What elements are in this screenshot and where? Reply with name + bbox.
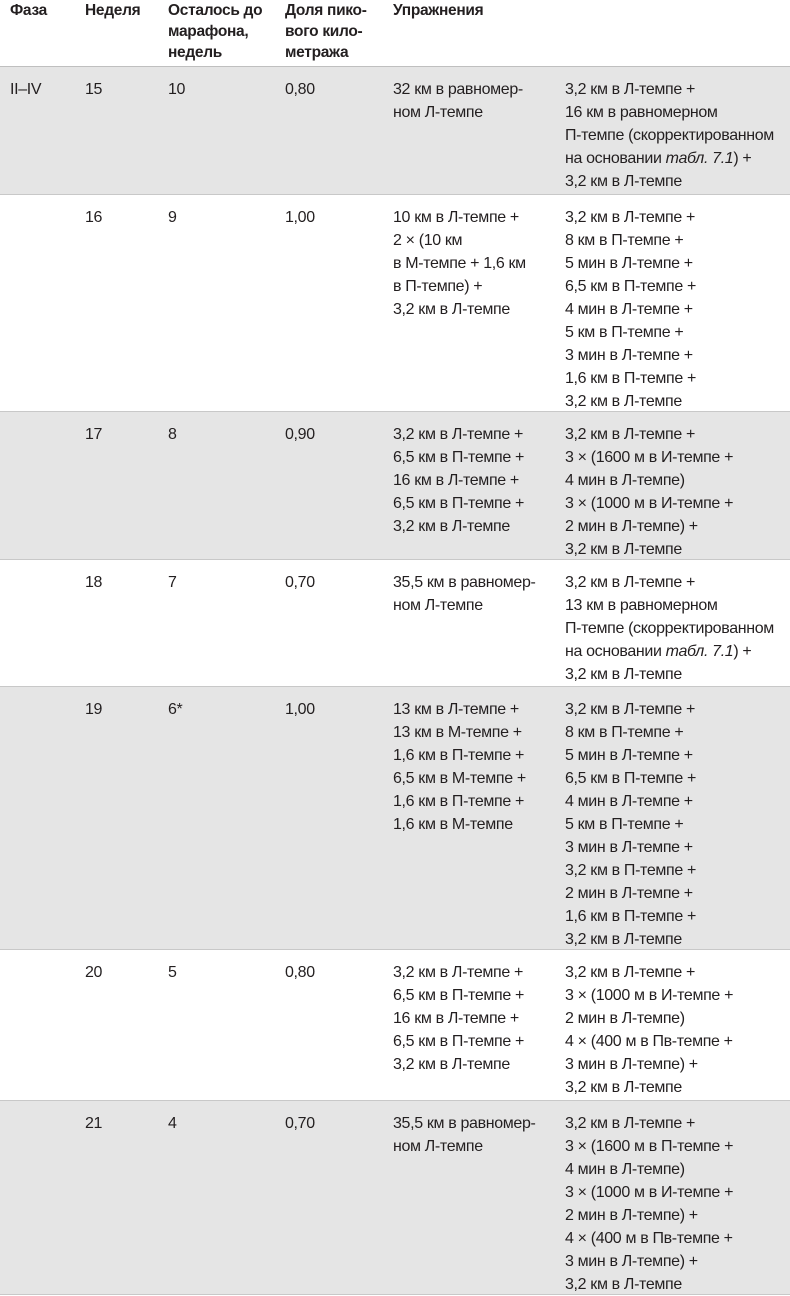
workout-line: 3,2 км в П-темпе +	[565, 862, 697, 879]
table-row	[0, 687, 790, 950]
workout-line: 35,5 км в равномер-	[393, 1115, 536, 1132]
cell-week: 19	[85, 701, 103, 718]
workout-line: 13 км в М-темпе +	[393, 724, 522, 741]
header-workouts: Упражнения	[393, 2, 484, 19]
workout-line: 3,2 км в Л-темпе	[565, 931, 682, 948]
workout-line: 13 км в Л-темпе +	[393, 701, 519, 718]
workout-line: 2 мин в Л-темпе) +	[565, 518, 698, 535]
header-phase: Фаза	[10, 2, 47, 19]
cell-weeks-remaining: 7	[168, 574, 177, 591]
workout-line: 3,2 км в Л-темпе	[393, 1056, 510, 1073]
cell-week: 21	[85, 1115, 103, 1132]
workout-line: на основании табл. 7.1) +	[565, 150, 752, 167]
workout-line: 3,2 км в Л-темпе +	[565, 964, 696, 981]
table-row	[0, 560, 790, 687]
cell-workout-1	[393, 78, 558, 124]
cell-workout-2	[565, 78, 787, 193]
workout-line: 6,5 км в П-темпе +	[393, 1033, 525, 1050]
cell-weeks-remaining: 8	[168, 426, 177, 443]
cell-peak-share: 1,00	[285, 701, 315, 718]
workout-line: 3,2 км в Л-темпе	[565, 1276, 682, 1293]
workout-line: 2 мин в Л-темпе)	[565, 1010, 685, 1027]
cell-weeks-remaining: 10	[168, 81, 186, 98]
cell-peak-share: 0,80	[285, 81, 315, 98]
workout-line: 16 км в равномерном	[565, 104, 718, 121]
workout-line: 2 мин в Л-темпе +	[565, 885, 693, 902]
cell-week: 18	[85, 574, 103, 591]
workout-line: 1,6 км в М-темпе	[393, 816, 513, 833]
workout-line: в М-темпе + 1,6 км	[393, 255, 526, 272]
cell-workout-1	[393, 961, 558, 1076]
header-share-line-3: метража	[285, 44, 349, 61]
workout-line: 5 км в П-темпе +	[565, 324, 684, 341]
workout-line: 16 км в Л-темпе +	[393, 1010, 519, 1027]
workout-line: 2 × (10 км	[393, 232, 463, 249]
cell-workout-1	[393, 698, 558, 836]
workout-line: 3,2 км в Л-темпе +	[565, 701, 696, 718]
cell-weeks-remaining: 9	[168, 209, 177, 226]
cell-workout-1	[393, 206, 558, 321]
cell-workout-2	[565, 423, 787, 561]
cell-workout-2	[565, 571, 787, 686]
cell-workout-2	[565, 206, 787, 413]
workout-line: 3,2 км в Л-темпе	[393, 518, 510, 535]
workout-line: 6,5 км в П-темпе +	[565, 278, 697, 295]
workout-line: 3,2 км в Л-темпе +	[565, 81, 696, 98]
cell-workout-2	[565, 961, 787, 1099]
cell-workout-1	[393, 1112, 558, 1158]
cell-weeks-remaining: 5	[168, 964, 177, 981]
workout-line: 1,6 км в П-темпе +	[565, 908, 697, 925]
header-weeks-remaining	[168, 0, 262, 63]
cell-peak-share: 1,00	[285, 209, 315, 226]
header-remaining-line-1: Осталось до	[168, 2, 263, 19]
cell-peak-share: 0,90	[285, 426, 315, 443]
workout-line: 4 × (400 м в Пв-темпе +	[565, 1033, 733, 1050]
cell-week: 16	[85, 209, 103, 226]
cell-workout-2	[565, 698, 787, 951]
workout-line: в П-темпе) +	[393, 278, 483, 295]
workout-line: ном Л-темпе	[393, 597, 483, 614]
workout-line: 3 мин в Л-темпе +	[565, 347, 693, 364]
workout-line: 3 × (1000 м в И-темпе +	[565, 1184, 734, 1201]
cell-week: 17	[85, 426, 103, 443]
workout-line: 3,2 км в Л-темпе +	[393, 964, 524, 981]
workout-line: 3,2 км в Л-темпе +	[565, 574, 696, 591]
workout-line: 1,6 км в П-темпе +	[393, 793, 525, 810]
workout-line: 3 × (1000 м в И-темпе +	[565, 495, 734, 512]
workout-line: 3 мин в Л-темпе) +	[565, 1253, 698, 1270]
cell-workout-1	[393, 423, 558, 538]
table-reference: табл. 7.1	[665, 150, 734, 167]
workout-line: 3,2 км в Л-темпе +	[565, 426, 696, 443]
workout-line: 13 км в равномерном	[565, 597, 718, 614]
workout-line: ном Л-темпе	[393, 104, 483, 121]
workout-line: 3,2 км в Л-темпе	[565, 541, 682, 558]
cell-peak-share: 0,80	[285, 964, 315, 981]
table-row	[0, 67, 790, 195]
workout-line: 4 мин в Л-темпе)	[565, 472, 685, 489]
cell-week: 15	[85, 81, 103, 98]
cell-workout-1	[393, 571, 558, 617]
workout-line: 35,5 км в равномер-	[393, 574, 536, 591]
workout-line: 5 мин в Л-темпе +	[565, 255, 693, 272]
workout-line: 3 мин в Л-темпе +	[565, 839, 693, 856]
workout-line: 2 мин в Л-темпе) +	[565, 1207, 698, 1224]
workout-line: 8 км в П-темпе +	[565, 232, 684, 249]
workout-line: 3,2 км в Л-темпе	[565, 393, 682, 410]
workout-line: 3,2 км в Л-темпе +	[565, 1115, 696, 1132]
workout-line: 6,5 км в П-темпе +	[565, 770, 697, 787]
workout-line: 8 км в П-темпе +	[565, 724, 684, 741]
workout-line: 3,2 км в Л-темпе	[565, 666, 682, 683]
cell-phase: II–IV	[10, 81, 42, 98]
header-share-line-2: вого кило-	[285, 23, 363, 40]
header-remaining-line-2: марафона,	[168, 23, 249, 40]
workout-line: 3,2 км в Л-темпе	[565, 1079, 682, 1096]
workout-line: 6,5 км в М-темпе +	[393, 770, 526, 787]
workout-line: 3,2 км в Л-темпе +	[393, 426, 524, 443]
workout-line: 1,6 км в П-темпе +	[393, 747, 525, 764]
workout-line: 3 × (1600 м в П-темпе +	[565, 1138, 734, 1155]
cell-weeks-remaining: 4	[168, 1115, 177, 1132]
table-row	[0, 950, 790, 1101]
workout-line: П-темпе (скорректированном	[565, 620, 774, 637]
workout-line: 1,6 км в П-темпе +	[565, 370, 697, 387]
workout-line: 3,2 км в Л-темпе	[393, 301, 510, 318]
header-peak-share	[285, 0, 367, 63]
workout-line: 5 км в П-темпе +	[565, 816, 684, 833]
workout-line: П-темпе (скорректированном	[565, 127, 774, 144]
workout-line: 10 км в Л-темпе +	[393, 209, 519, 226]
cell-weeks-remaining: 6*	[168, 701, 183, 718]
header-share-line-1: Доля пико-	[285, 2, 367, 19]
header-week: Неделя	[85, 2, 141, 19]
workout-line: 4 × (400 м в Пв-темпе +	[565, 1230, 733, 1247]
cell-week: 20	[85, 964, 103, 981]
workout-line: 6,5 км в П-темпе +	[393, 449, 525, 466]
workout-line: 3 мин в Л-темпе) +	[565, 1056, 698, 1073]
table-row	[0, 412, 790, 560]
cell-peak-share: 0,70	[285, 574, 315, 591]
workout-line: 3,2 км в Л-темпе +	[565, 209, 696, 226]
workout-line: на основании табл. 7.1) +	[565, 643, 752, 660]
workout-line: 4 мин в Л-темпе)	[565, 1161, 685, 1178]
cell-peak-share: 0,70	[285, 1115, 315, 1132]
table-row	[0, 195, 790, 412]
table-row	[0, 1101, 790, 1295]
workout-line: 3 × (1600 м в И-темпе +	[565, 449, 734, 466]
workout-line: 6,5 км в П-темпе +	[393, 987, 525, 1004]
cell-workout-2	[565, 1112, 787, 1296]
workout-line: 3,2 км в Л-темпе	[565, 173, 682, 190]
workout-line: 3 × (1000 м в И-темпе +	[565, 987, 734, 1004]
workout-line: 4 мин в Л-темпе +	[565, 301, 693, 318]
header-remaining-line-3: недель	[168, 44, 223, 61]
workout-line: 5 мин в Л-темпе +	[565, 747, 693, 764]
workout-line: ном Л-темпе	[393, 1138, 483, 1155]
table-body	[0, 67, 790, 1295]
workout-line: 6,5 км в П-темпе +	[393, 495, 525, 512]
table-reference: табл. 7.1	[665, 643, 734, 660]
workout-line: 4 мин в Л-темпе +	[565, 793, 693, 810]
workout-line: 32 км в равномер-	[393, 81, 523, 98]
workout-line: 16 км в Л-темпе +	[393, 472, 519, 489]
table-header	[0, 0, 790, 67]
